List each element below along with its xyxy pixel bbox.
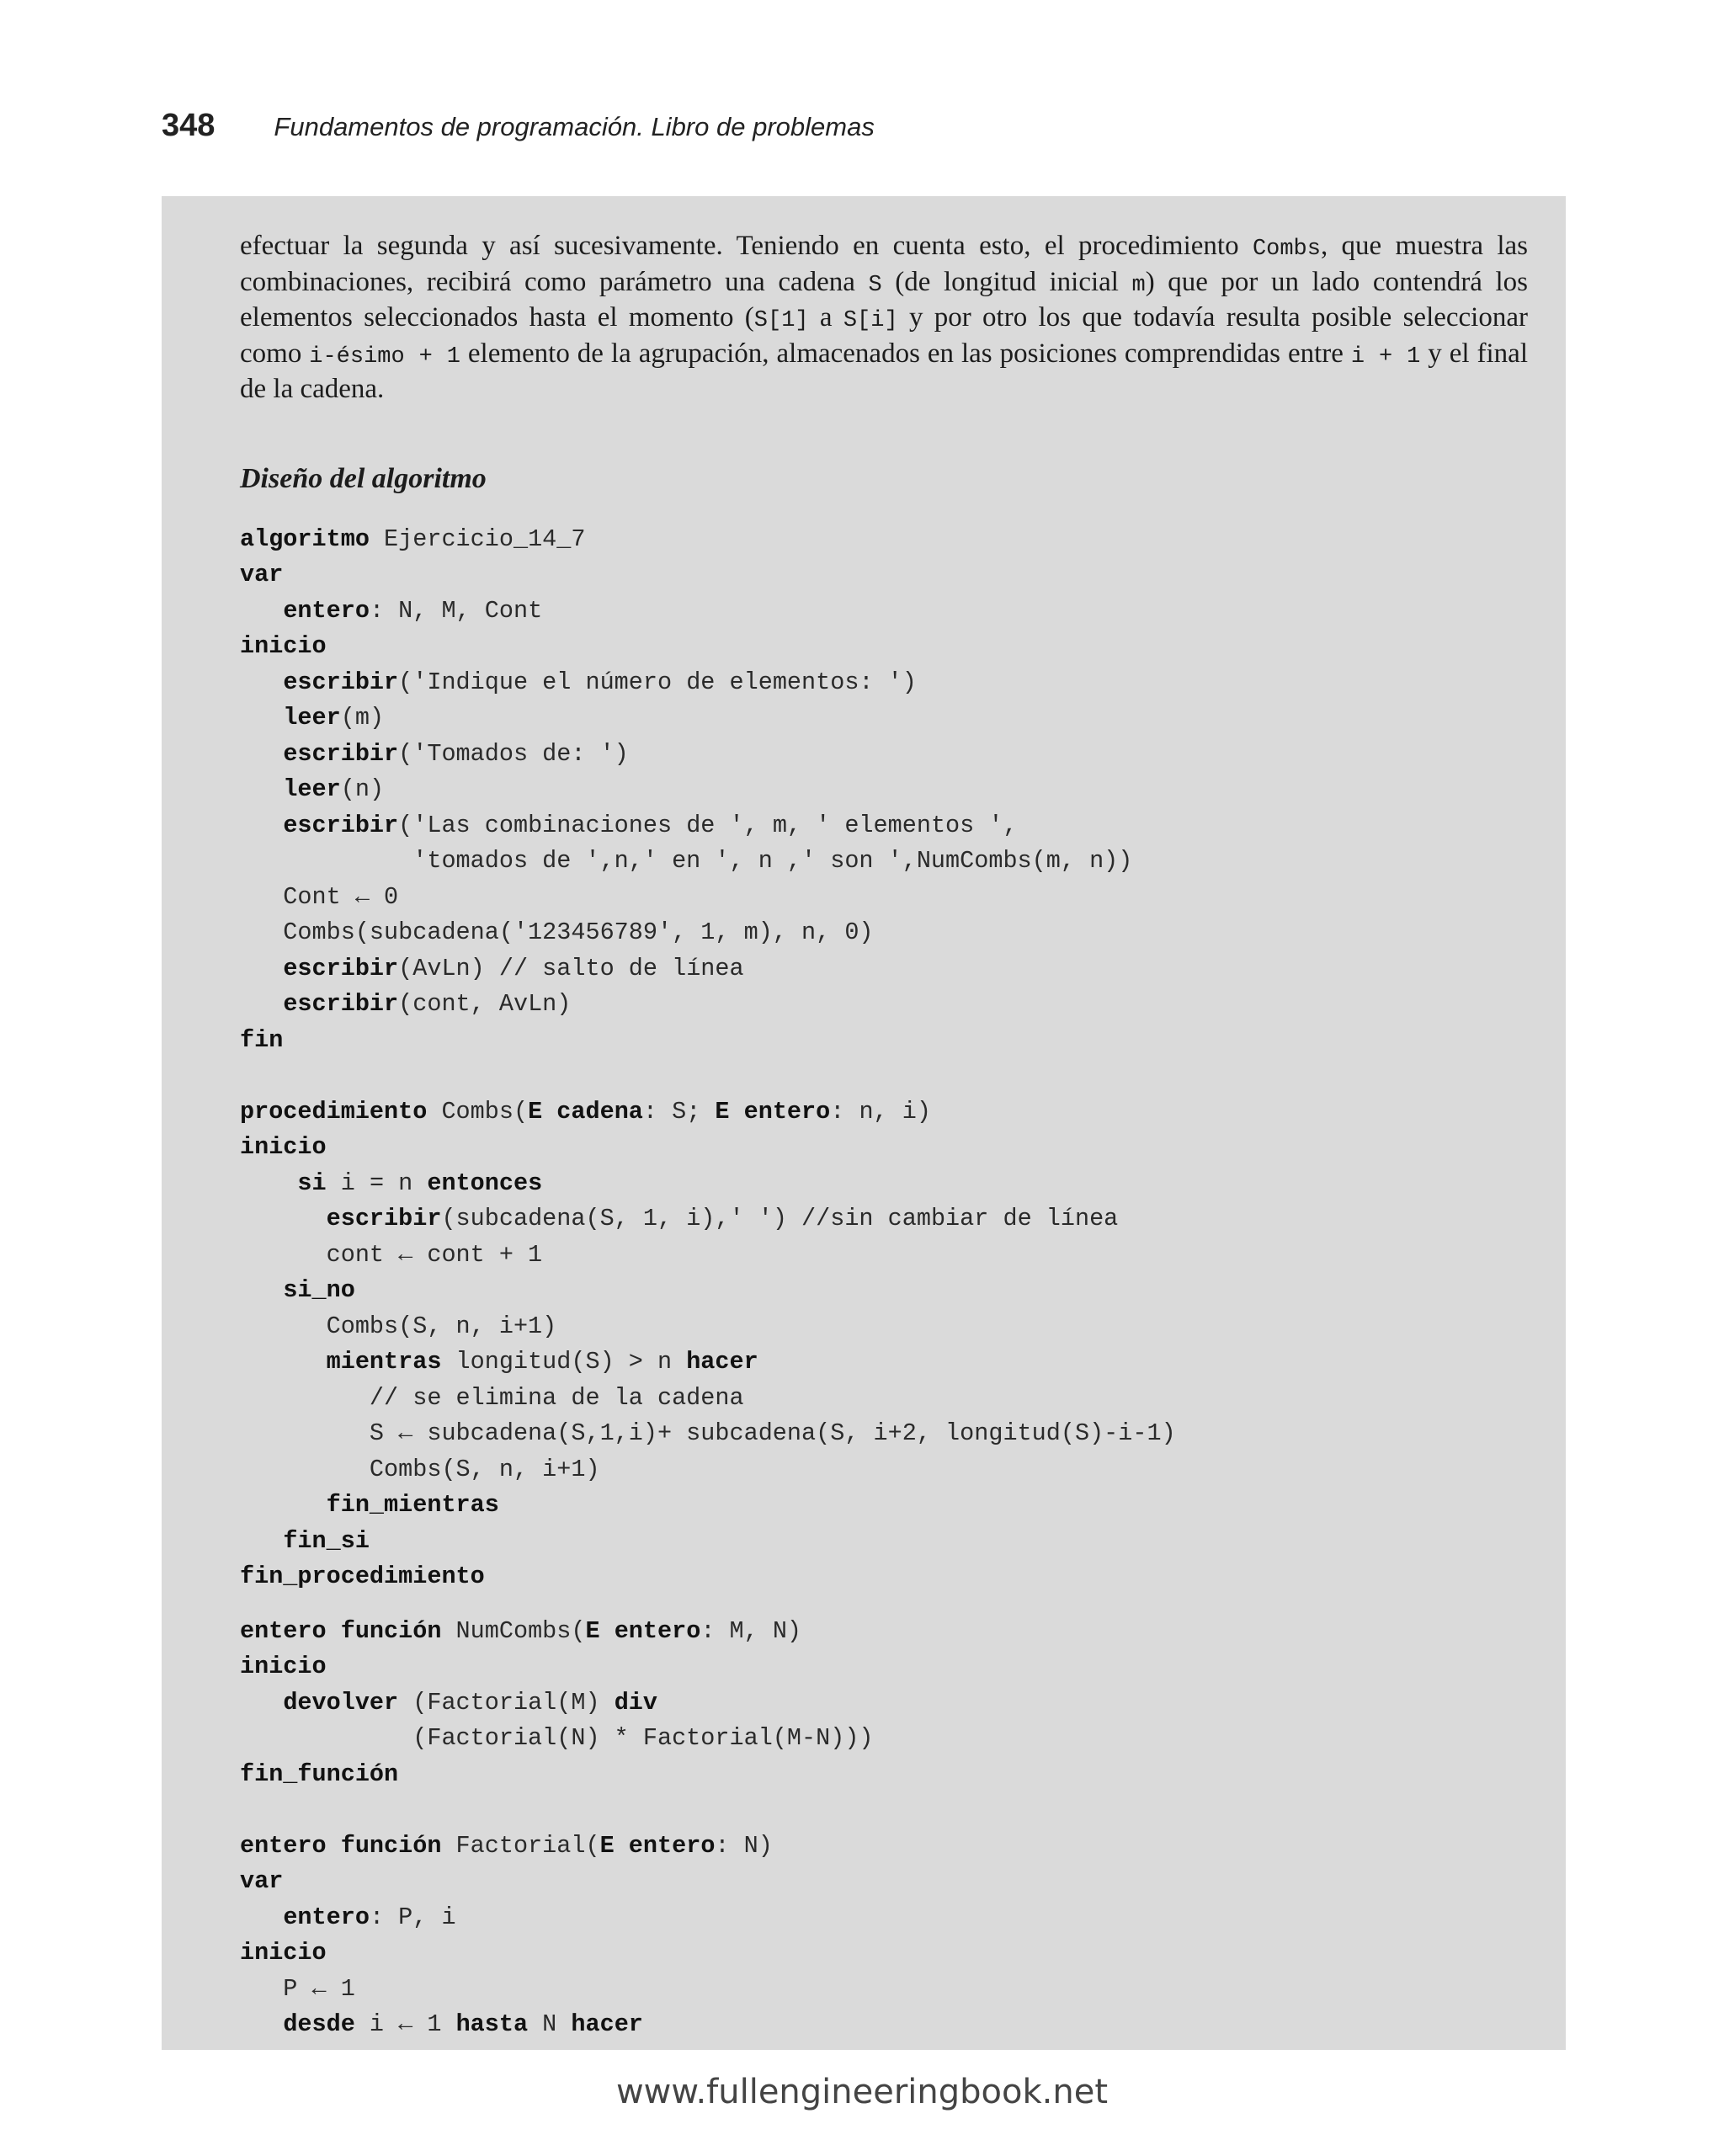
- code-text: [240, 704, 283, 732]
- code-text: Cont ← 0: [240, 882, 399, 911]
- code-line: [240, 2007, 1528, 2043]
- code-keyword: fin_función: [240, 1759, 399, 1788]
- code-line: [240, 915, 1528, 951]
- code-line: [240, 1488, 1528, 1524]
- code-keyword: leer: [283, 704, 341, 732]
- code-line: [240, 880, 1528, 916]
- code-text: [240, 2010, 283, 2038]
- code-text: (AvLn) // salto de línea: [398, 954, 744, 982]
- intro-text: elemento de la agrupación, almacenados en las posiciones comprendidas entre: [460, 338, 1351, 369]
- code-keyword: inicio: [240, 632, 327, 660]
- code-text: (n): [340, 775, 385, 803]
- code-line: [240, 1201, 1528, 1238]
- code-text: (Factorial(M): [398, 1688, 615, 1717]
- code-keyword: entero: [283, 1903, 370, 1931]
- code-keyword: fin: [240, 1025, 284, 1054]
- code-line: [240, 1452, 1528, 1488]
- code-text: [240, 597, 283, 625]
- code-keyword: escribir: [283, 990, 399, 1018]
- code-keyword: desde: [283, 2010, 355, 2038]
- code-keyword: inicio: [240, 1939, 327, 1967]
- code-keyword: inicio: [240, 1133, 327, 1161]
- inline-code: i-ésimo + 1: [309, 343, 460, 370]
- code-line: [240, 1935, 1528, 1972]
- code-line: [240, 557, 1528, 594]
- code-keyword: E entero: [715, 1097, 831, 1126]
- code-line: [240, 1524, 1528, 1560]
- code-line: [240, 772, 1528, 808]
- code-keyword: E entero: [585, 1616, 701, 1645]
- intro-paragraph: [240, 230, 1528, 406]
- code-line: [240, 522, 1528, 558]
- code-keyword: hacer: [686, 1348, 758, 1376]
- page-number: 348: [162, 108, 216, 143]
- intro-text: y el final de la cadena.: [240, 338, 1528, 404]
- code-line: [240, 594, 1528, 630]
- code-keyword: hasta: [455, 2010, 529, 2038]
- code-keyword: entero función: [240, 1616, 442, 1645]
- code-keyword: si_no: [283, 1276, 355, 1304]
- footer-url: www.fullengineeringbook.net: [615, 2073, 1109, 2111]
- code-line: [240, 1094, 1528, 1131]
- code-text: [240, 955, 283, 982]
- inline-code: S: [868, 272, 882, 298]
- code-keyword: escribir: [283, 668, 399, 696]
- code-line: [240, 844, 1528, 880]
- intro-text: a: [808, 302, 843, 333]
- code-text: ('Las combinaciones de ', m, ' elementos ',: [398, 811, 1018, 839]
- code-keyword: fin_mientras: [326, 1491, 499, 1519]
- code-text: longitud(S) > n: [441, 1348, 687, 1376]
- code-line: [240, 1381, 1528, 1417]
- code-text: (cont, AvLn): [398, 990, 572, 1018]
- code-line: [240, 629, 1528, 665]
- code-text: N: [528, 2010, 572, 2038]
- panel-content: [240, 230, 1528, 2043]
- code-text: ('Indique el número de elementos: '): [398, 668, 917, 696]
- intro-text: ) que por un lado contendrá los elementos seleccionados hasta el momento (: [240, 266, 1529, 333]
- code-keyword: escribir: [326, 1205, 442, 1232]
- code-text: [240, 775, 283, 803]
- code-line: [240, 1757, 1528, 1793]
- code-keyword: div: [614, 1688, 657, 1717]
- code-text: : P, i: [369, 1903, 456, 1931]
- code-text: : n, i): [830, 1097, 931, 1126]
- code-keyword: algoritmo: [240, 524, 370, 553]
- intro-text: (de longitud inicial: [881, 266, 1132, 297]
- code-line: [240, 1721, 1528, 1757]
- code-keyword: leer: [283, 775, 341, 803]
- code-line: [240, 951, 1528, 988]
- intro-text: , que muestra las combinaciones, recibirá como parámetro una cadena: [240, 231, 1528, 297]
- code-text: [240, 1276, 283, 1304]
- code-keyword: E entero: [599, 1831, 716, 1860]
- inline-code: i + 1: [1350, 343, 1421, 370]
- code-text: [240, 990, 283, 1018]
- code-text: [240, 1169, 297, 1197]
- code-line: [240, 1972, 1528, 2008]
- content-panel: [162, 196, 1566, 2050]
- code-keyword: escribir: [283, 739, 399, 768]
- code-text: [240, 812, 283, 839]
- code-spacer: [240, 1792, 1528, 1829]
- code-line: [240, 1309, 1528, 1345]
- code-keyword: si: [297, 1168, 327, 1197]
- code-text: S ← subcadena(S,1,i)+ subcadena(S, i+2, longitud(S)-i-1): [240, 1419, 1176, 1447]
- code-keyword: entero: [283, 596, 370, 625]
- code-block: [240, 522, 1528, 2043]
- code-text: [240, 1527, 283, 1555]
- code-text: cont ← cont + 1: [240, 1240, 543, 1269]
- code-text: [240, 1491, 327, 1519]
- code-keyword: entonces: [427, 1168, 543, 1197]
- code-text: [240, 668, 283, 696]
- code-text: ('Tomados de: '): [398, 739, 629, 768]
- code-line: [240, 1559, 1528, 1595]
- code-spacer: [240, 1595, 1528, 1614]
- code-text: [240, 1903, 283, 1931]
- code-keyword: hacer: [571, 2010, 643, 2038]
- code-text: [240, 740, 283, 768]
- code-keyword: E cadena: [528, 1097, 643, 1126]
- code-keyword: var: [240, 561, 284, 588]
- code-keyword: var: [240, 1867, 284, 1895]
- code-line: [240, 1023, 1528, 1059]
- code-line: [240, 1864, 1528, 1900]
- section-title: Diseño del algoritmo: [240, 462, 487, 494]
- code-keyword: escribir: [283, 811, 399, 839]
- code-line: [240, 1900, 1528, 1936]
- code-line: [240, 987, 1528, 1023]
- book-title: Fundamentos de programación. Libro de problemas: [274, 112, 875, 141]
- code-keyword: procedimiento: [240, 1097, 428, 1126]
- code-text: [240, 1205, 327, 1232]
- code-line: [240, 1416, 1528, 1452]
- code-keyword: inicio: [240, 1653, 327, 1680]
- code-keyword: escribir: [283, 954, 399, 982]
- intro-text: y por otro los que todavía resulta posible seleccionar como: [240, 302, 1528, 369]
- inline-code: S[i]: [843, 308, 898, 333]
- code-text: P ← 1: [240, 1974, 355, 2003]
- code-line: [240, 1649, 1528, 1685]
- code-text: 'tomados de ',n,' en ', n ,' son ',NumCombs(m, n)): [240, 847, 1133, 875]
- code-text: Ejercicio_14_7: [369, 524, 586, 553]
- intro-text: efectuar la segunda y así sucesivamente. Teniendo en cuenta esto, el procedimiento: [240, 231, 1253, 261]
- code-line: [240, 1166, 1528, 1202]
- code-text: Factorial(: [441, 1831, 600, 1860]
- code-text: : M, N): [700, 1616, 802, 1645]
- code-keyword: mientras: [326, 1348, 442, 1376]
- inline-code: m: [1131, 272, 1146, 298]
- code-text: Combs(: [427, 1097, 529, 1126]
- code-keyword: fin_procedimiento: [240, 1562, 485, 1590]
- code-line: [240, 1614, 1528, 1650]
- code-text: (subcadena(S, 1, i),' ') //sin cambiar de línea: [441, 1205, 1119, 1232]
- code-text: : N, M, Cont: [369, 596, 543, 625]
- code-line: [240, 808, 1528, 844]
- code-text: i = n: [326, 1168, 428, 1197]
- code-keyword: devolver: [283, 1688, 399, 1717]
- page-header: [162, 108, 875, 150]
- code-line: [240, 700, 1528, 737]
- code-text: [240, 1348, 327, 1376]
- code-spacer: [240, 1058, 1528, 1094]
- code-line: [240, 737, 1528, 773]
- code-keyword: fin_si: [283, 1526, 370, 1555]
- code-text: // se elimina de la cadena: [240, 1383, 744, 1412]
- code-text: Combs(S, n, i+1): [240, 1312, 557, 1340]
- inline-code: S[1]: [753, 308, 809, 333]
- code-text: Combs(S, n, i+1): [240, 1455, 600, 1483]
- code-text: : S;: [642, 1097, 716, 1126]
- code-line: [240, 1829, 1528, 1865]
- code-text: : N): [715, 1831, 773, 1860]
- code-line: [240, 1130, 1528, 1166]
- code-text: Combs(subcadena('123456789', 1, m), n, 0): [240, 918, 874, 946]
- code-line: [240, 1685, 1528, 1722]
- code-text: (Factorial(N) * Factorial(M-N))): [240, 1724, 874, 1752]
- code-text: NumCombs(: [441, 1616, 586, 1645]
- code-line: [240, 665, 1528, 701]
- code-line: [240, 1344, 1528, 1381]
- code-text: [240, 1689, 283, 1717]
- code-text: i ← 1: [354, 2010, 456, 2038]
- code-keyword: entero función: [240, 1831, 442, 1860]
- code-text: (m): [340, 704, 385, 732]
- code-line: [240, 1238, 1528, 1274]
- inline-code: Combs: [1252, 237, 1321, 262]
- code-line: [240, 1273, 1528, 1309]
